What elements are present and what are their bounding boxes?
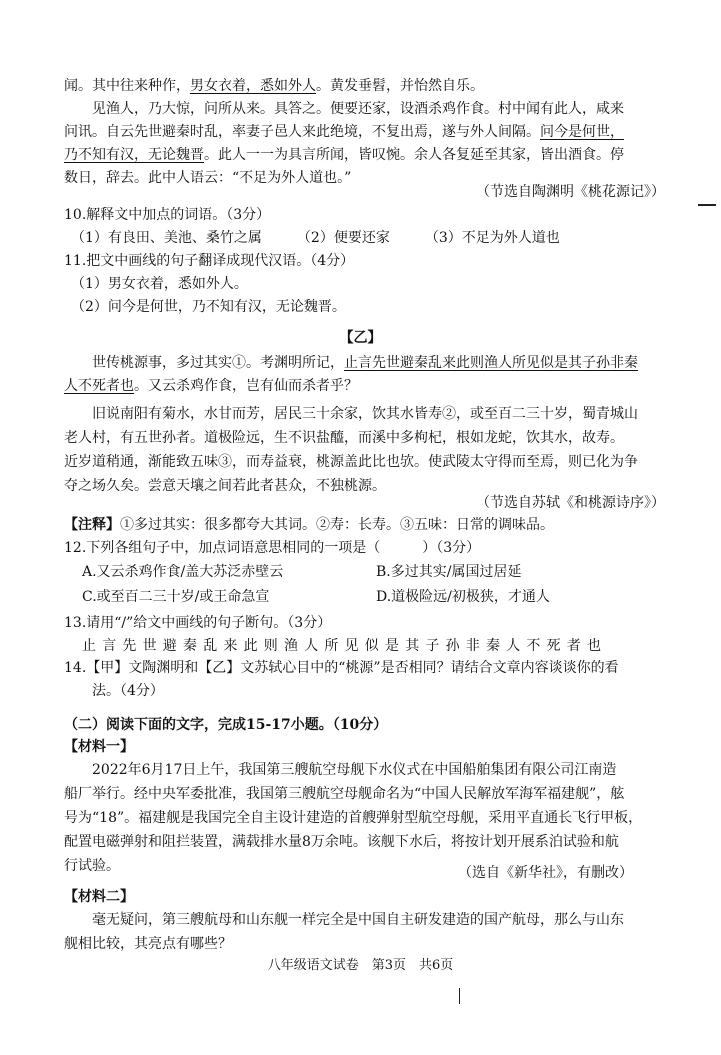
passage-a-source: （节选自陶渊明《桃花源记》） [476,184,665,200]
passage-b-line-4: 老人村，有五世孙者。道极险远，生不识盐醯，而溪中多枸杞，根如龙蛇，饮其水，故寿。 [64,430,624,446]
underlined-sentence-b1: 止言先世避秦乱来此则渔人所见似是其子孙非秦 [344,355,638,371]
question-11-item-2: （2）问今是何世，乃不知有汉，无论魏晋。 [64,299,346,315]
question-10: 10.解释文中加点的词语。（3分） [64,207,271,223]
underlined-sentence-2b: 乃不知有汉，无论魏晋 [64,147,204,163]
question-12-option-b: B.多过其实/属国过居延 [376,564,522,580]
passage-b-line-2: 人不死者也。又云杀鸡作食，岂有仙而杀者乎？ [64,378,358,394]
question-10-items: （1）有良田、美池、桑竹之属 （2）便要还家 （3）不足为外人道也 [64,230,560,246]
question-13-sentence: 止言先世避秦乱来此则渔人所见似是其子孙非秦人不死者也 [82,638,608,654]
material-2-line-2: 舰相比较，其亮点有哪些？ [64,936,232,952]
material-1-label: 【材料一】 [64,739,134,755]
passage-a-line-4: 乃不知有汉，无论魏晋。此人一一为具言所闻，皆叹惋。余人各复延至其家，皆出酒食。停 [64,147,624,163]
material-1-line-4: 配置电磁弹射和阻拦装置，满载排水量8万余吨。该舰下水后，将按计划开展系泊试验和航 [64,834,619,850]
section-two-heading: （二）阅读下面的文字，完成15-17小题。（10分） [64,717,388,733]
notes-label: 【注释】 [64,517,120,533]
underlined-sentence-2a: 问今是何世， [540,124,624,140]
passage-a-line-3: 问讯。自云先世避秦时乱，率妻子邑人来此绝境，不复出焉，遂与外人间隔。问今是何世， [64,124,624,140]
question-12-option-d: D.道极险远/初极狭，才通人 [376,589,550,605]
question-13: 13.请用“/”给文中画线的句子断句。（3分） [64,615,332,631]
passage-b-line-6: 夺之场久矣。尝意天壤之间若此者甚众，不独桃源。 [64,478,386,494]
underlined-sentence-1: 男女衣着，悉如外人 [190,78,316,94]
material-1-line-2: 船厂举行。经中央军委批准，我国第三艘航空母舰命名为“中国人民解放军海军福建舰”，舷 [64,786,625,802]
margin-mark [698,204,716,206]
passage-a-line-2: 见渔人，乃大惊，问所从来。具答之。便要还家，设酒杀鸡作食。村中闻有此人，咸来 [64,101,624,117]
question-11: 11.把文中画线的句子翻译成现代汉语。（4分） [64,253,355,269]
passage-b-line-5: 近岁道稍通，渐能致五味③，而寿益衰，桃源盖此比也欤。使武陵太守得而至焉，则已化为争 [64,454,638,470]
passage-a-line-1: 闻。其中往来种作，男女衣着，悉如外人。黄发垂髫，并怡然自乐。 [64,78,484,94]
passage-b-line-3: 旧说南阳有菊水，水甘而芳，居民三十余家，饮其水皆寿②，或至百二三十岁，蜀青城山 [64,406,638,422]
material-2-line-1: 毫无疑问，第三艘航母和山东舰一样完全是中国自主研发建造的国产航母，那么与山东 [64,912,624,928]
question-12-option-c: C.或至百二三十岁/或王命急宣 [82,589,270,605]
page-footer: 八年级语文试卷 第3页 共6页 [267,958,454,973]
question-14-line-1: 14.【甲】文陶渊明和【乙】文苏轼心目中的“桃源”是否相同？请结合文章内容谈谈你的看 [64,660,619,676]
question-12: 12.下列各组句子中，加点词语意思相同的一项是（ ）（3分） [64,540,481,556]
material-1-line-1: 2022年6月17日上午，我国第三艘航空母舰下水仪式在中国船舶集团有限公司江南造 [64,762,617,778]
underlined-sentence-b2: 人不死者也 [64,378,134,394]
passage-b-heading: 【乙】 [339,330,382,346]
material-1-line-3: 号为“18”。福建舰是我国完全自主设计建造的首艘弹射型航空母舰，采用平直通长飞行甲板， [64,810,643,826]
material-1-source: （选自《新华社》，有删改） [458,865,633,881]
passage-b-source: （节选自苏轼《和桃源诗序》） [476,495,665,511]
material-2-label: 【材料二】 [64,889,134,905]
passage-b-notes: 【注释】①多过其实：很多都夸大其词。②寿：长寿。③五味：日常的调味品。 [64,517,554,533]
material-1-line-5: 行试验。 [64,858,120,874]
question-11-item-1: （1）男女衣着，悉如外人。 [64,276,248,292]
passage-a-line-5: 数日，辞去。此中人语云：“不足为外人道也。” [64,170,352,186]
question-12-option-a: A.又云杀鸡作食/盖大苏泛赤壁云 [82,564,284,580]
question-14-line-2: 法。（4分） [64,683,164,699]
binding-mark [459,988,460,1004]
passage-b-line-1: 世传桃源事，多过其实①。考渊明所记，止言先世避秦乱来此则渔人所见似是其子孙非秦 [64,355,638,371]
